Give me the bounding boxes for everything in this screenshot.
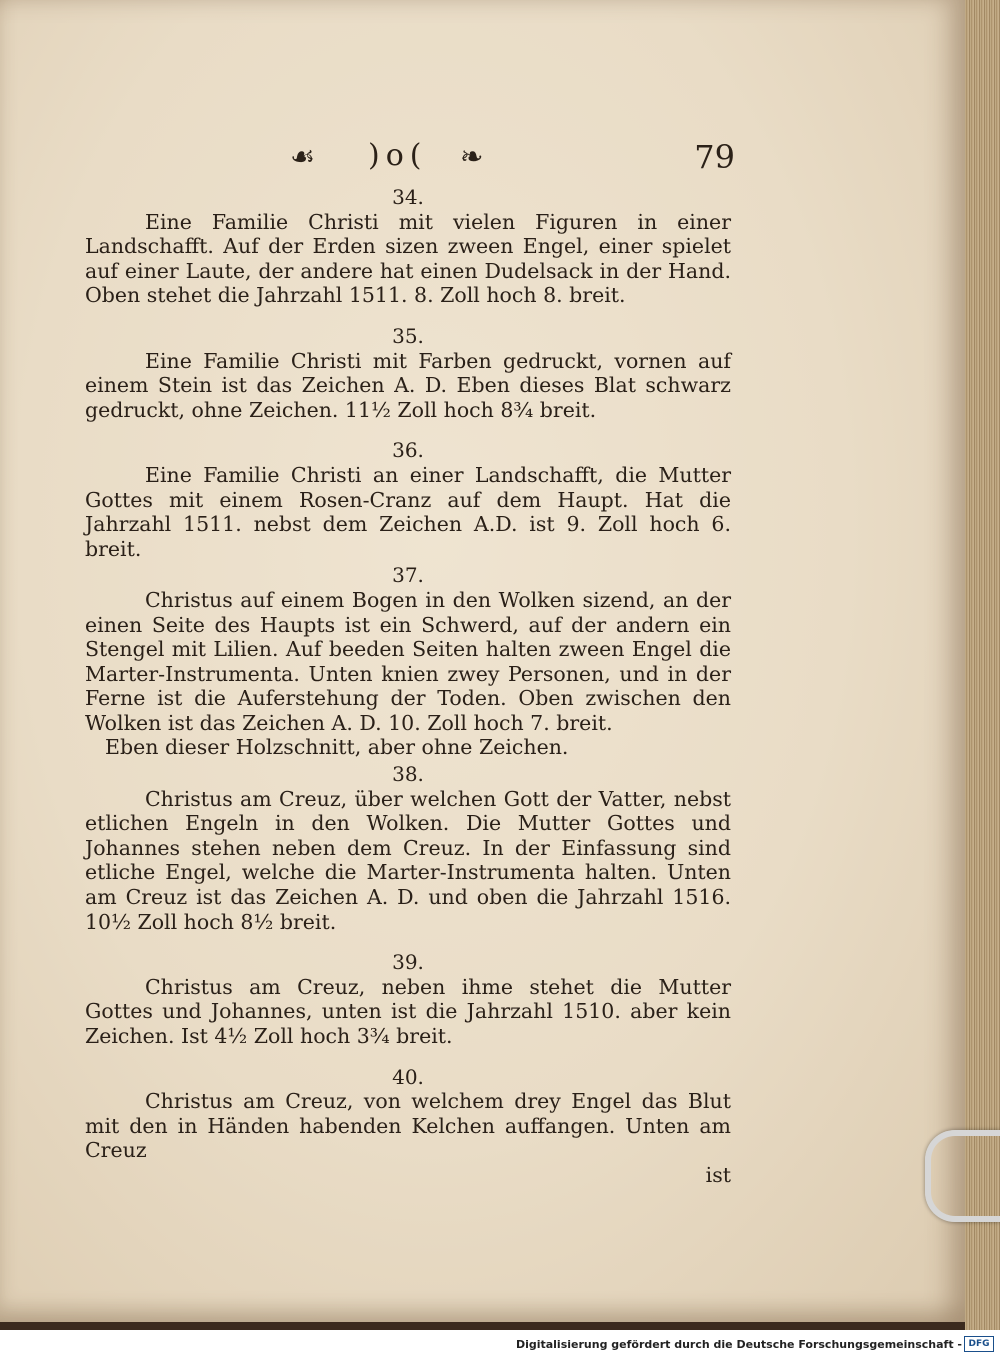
entry-36 bbox=[85, 438, 731, 561]
funding-credit: Digitalisierung gefördert durch die Deutsche Forschungsgemeinschaft - bbox=[515, 1338, 962, 1351]
entry-number: 38. bbox=[392, 762, 424, 787]
page-number: 79 bbox=[694, 138, 735, 176]
entry-39 bbox=[85, 950, 731, 1048]
entry-34 bbox=[85, 185, 731, 308]
right-ornament-icon: ❧ bbox=[460, 140, 484, 173]
entry-35 bbox=[85, 324, 731, 422]
page-header bbox=[290, 138, 735, 178]
catchword: ist bbox=[705, 1162, 731, 1187]
entry-number: 34. bbox=[392, 185, 424, 209]
entry-number: 35. bbox=[392, 323, 424, 348]
dfg-logo-icon: DFG bbox=[964, 1336, 994, 1352]
entry-text: Christus am Creuz, von welchem drey Engel das Blut mit den in Händen habenden Kelchen auffangen. Unten am Creuz bbox=[85, 1089, 731, 1163]
entry-number: 40. bbox=[392, 1064, 424, 1089]
header-center-mark: )o( bbox=[368, 138, 428, 173]
entry-number: 36. bbox=[392, 438, 424, 463]
entry-text: Eine Familie Christi mit Farben gedruckt, vornen auf einem Stein ist das Zeichen A. D. Eben dieses Blat schwarz gedruckt, ohne Zeichen. 11½ Zoll hoch 8¾ breit. bbox=[85, 348, 731, 422]
entry-text: Eine Familie Christi an einer Landschafft, die Mutter Gottes mit einem Rosen-Cranz auf dem Haupt. Hat die Jahrzahl 1511. nebst dem Zeichen A.D. ist 9. Zoll hoch 6. breit. bbox=[85, 462, 731, 561]
entry-text: Eine Familie Christi mit vielen Figuren in einer Landschafft. Auf der Erden sizen zween Engel, einer spielet auf einer Laute, der andere hat einen Dudelsack in der Hand. Oben stehet die Jahrzahl 1511. 8. Zoll hoch 8. breit. bbox=[85, 209, 731, 308]
entry-38 bbox=[85, 762, 731, 934]
entry-text: Christus auf einem Bogen in den Wolken sizend, an der einen Seite des Haupts ist ein Schwerd, auf der andern ein Stengel mit Lilien. Auf beeden Seiten halten zween Engel die Marter-Instrumenta. Unten knien zwey Personen, und in der Ferne ist die Auferstehung der Toden. Oben zwischen den Wolken ist das Zeichen A. D. 10. Zoll hoch 7. breit. bbox=[85, 587, 731, 735]
entry-number: 39. bbox=[392, 950, 424, 975]
entry-37 bbox=[85, 563, 731, 760]
left-ornament-icon: ☙ bbox=[290, 140, 316, 173]
entry-extra-line: Eben dieser Holzschnitt, aber ohne Zeichen. bbox=[105, 735, 569, 760]
page-body bbox=[85, 183, 731, 1188]
entry-text: Christus am Creuz, neben ihme stehet die Mutter Gottes und Johannes, unten ist die Jahrzahl 1510. aber kein Zeichen. Ist 4½ Zoll hoch 3¾ breit. bbox=[85, 974, 731, 1048]
footer-bar bbox=[0, 1330, 1000, 1357]
page-clip bbox=[925, 1130, 1000, 1222]
entry-number: 37. bbox=[392, 563, 424, 588]
entry-40 bbox=[85, 1065, 731, 1163]
entry-text: Christus am Creuz, über welchen Gott der Vatter, nebst etlichen Engeln in den Wolken. Die Mutter Gottes und Johannes stehen neben dem Creuz. In der Einfassung sind etliche Engel, welche die Marter-Instrumenta halten. Unten am Creuz ist das Zeichen A. D. und oben die Jahrzahl 1516. 10½ Zoll hoch 8½ breit. bbox=[85, 786, 731, 934]
